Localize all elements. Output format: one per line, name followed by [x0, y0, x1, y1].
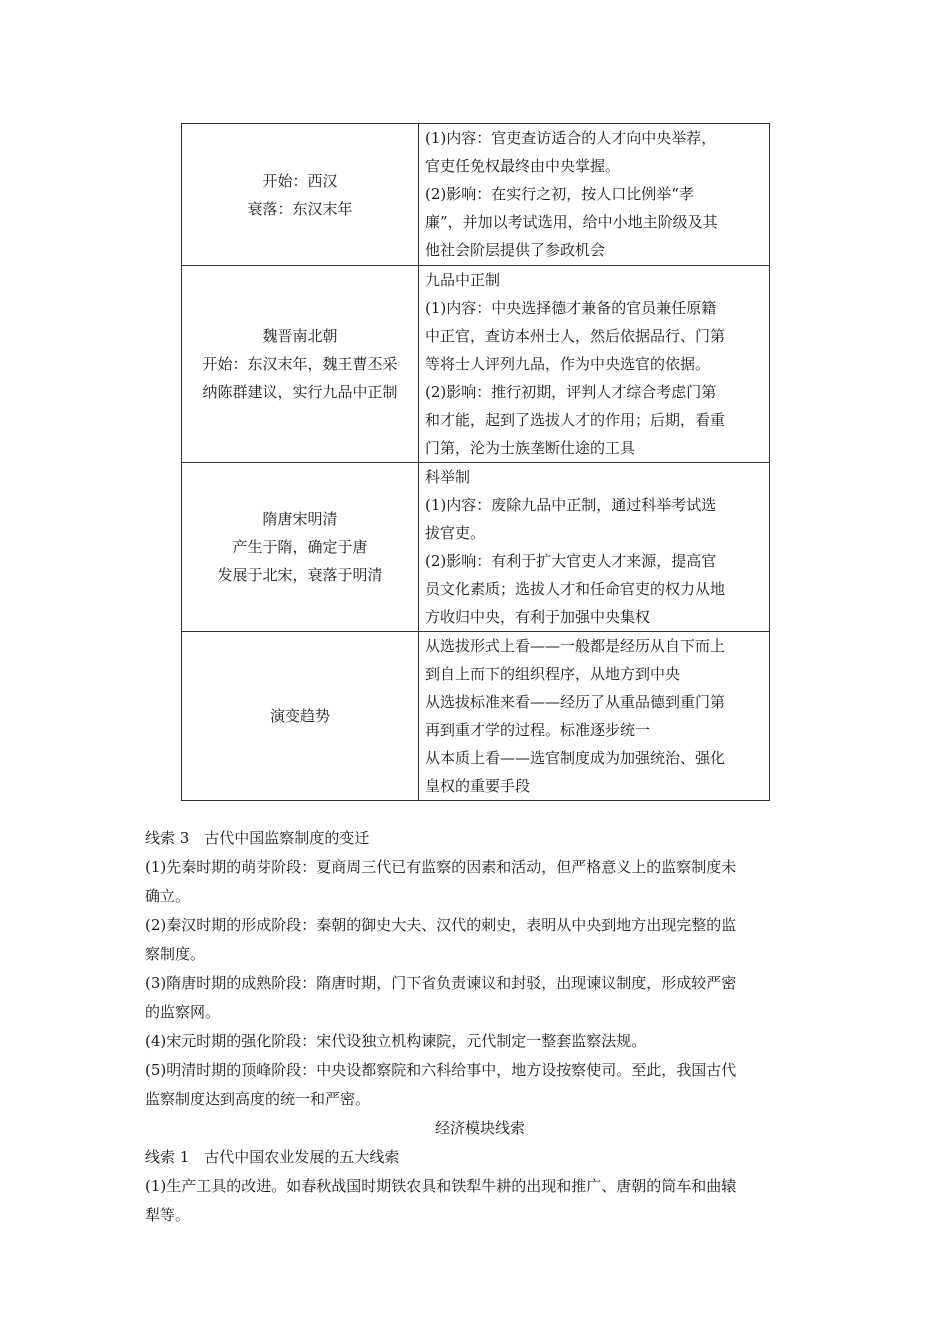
clue-3-item [145, 853, 815, 911]
cell-line: 九品中正制 [425, 271, 501, 289]
table-cell-period [182, 266, 419, 463]
table-row [182, 266, 770, 463]
cell-line: 拔官吏。 [425, 524, 486, 542]
text-line: (5)明清时期的顶峰阶段：中央设都察院和六科给事中，地方设按察使司。至此，我国古代 [145, 1061, 737, 1079]
cell-line: 门第，沦为士族垄断仕途的工具 [425, 439, 636, 457]
table-cell-period [182, 124, 419, 266]
cell-line: 开始：东汉末年，魏王曹丕采 [202, 355, 398, 373]
cell-line: 魏晋南北朝 [262, 327, 338, 345]
cell-line: 他社会阶层提供了参政机会 [425, 241, 606, 259]
cell-line: 从选拔形式上看——一般都是经历从自下而上 [425, 637, 726, 655]
cell-line: (1)内容：废除九品中正制，通过科举考试选 [425, 496, 717, 514]
cell-line: 官吏任免权最终由中央掌握。 [425, 157, 621, 175]
cell-line: 方收归中央，有利于加强中央集权 [425, 608, 651, 626]
cell-line: 皇权的重要手段 [425, 777, 531, 795]
text-line: (2)秦汉时期的形成阶段：秦朝的御史大夫、汉代的刺史，表明从中央到地方出现完整的监 [145, 916, 737, 934]
text-line: (1)先秦时期的萌芽阶段：夏商周三代已有监察的因素和活动，但严格意义上的监察制度未 [145, 858, 737, 876]
text-line: 监察制度达到高度的统一和严密。 [145, 1090, 371, 1108]
clue-3-item [145, 969, 815, 1027]
cell-line: 演变趋势 [269, 707, 330, 725]
cell-line: 隋唐宋明清 [262, 510, 338, 528]
selection-system-table [181, 123, 770, 801]
table-row [182, 463, 770, 632]
text-line: 察制度。 [145, 945, 206, 963]
cell-line: 从选拔标准来看——经历了从重品德到重门第 [425, 693, 726, 711]
table-row [182, 632, 770, 801]
clue-1-item [145, 1172, 815, 1230]
cell-line: (1)内容：中央选择德才兼备的官员兼任原籍 [425, 299, 717, 317]
cell-line: 等将士人评列九品，作为中央选官的依据。 [425, 355, 711, 373]
cell-line: 从本质上看——选官制度成为加强统治、强化 [425, 749, 726, 767]
clue-3-title: 线索 3 古代中国监察制度的变迁 [145, 829, 370, 847]
cell-line: (1)内容：官吏查访适合的人才向中央举荐， [425, 129, 717, 147]
text-line: (4)宋元时期的强化阶段：宋代设独立机构谏院，元代制定一整套监察法规。 [145, 1032, 647, 1050]
table-cell-period [182, 463, 419, 632]
text-line: 确立。 [145, 887, 191, 905]
cell-line: 廉”，并加以考试选用，给中小地主阶级及其 [425, 213, 718, 231]
table-cell-period [182, 632, 419, 801]
cell-line: 衰落：东汉末年 [247, 199, 353, 218]
clue-1-title: 线索 1 古代中国农业发展的五大线索 [145, 1148, 400, 1166]
document-body [145, 824, 815, 1230]
text-line: (3)隋唐时期的成熟阶段：隋唐时期，门下省负责谏议和封驳，出现谏议制度，形成较严密 [145, 974, 737, 992]
cell-line: 中正官，查访本州士人，然后依据品行、门第 [425, 327, 726, 345]
table-cell-content [419, 124, 770, 266]
text-line: 的监察网。 [145, 1003, 221, 1021]
cell-line: 员文化素质；选拔人才和任命官吏的权力从地 [425, 580, 726, 598]
cell-line: (2)影响：推行初期，评判人才综合考虑门第 [425, 383, 717, 401]
section-title: 经济模块线索 [434, 1119, 525, 1137]
cell-line: 和才能，起到了选拔人才的作用；后期，看重 [425, 411, 726, 429]
clue-3-item [145, 1027, 815, 1056]
cell-line: 开始：西汉 [262, 171, 338, 190]
table-row [182, 124, 770, 266]
table-cell-content [419, 632, 770, 801]
cell-line: 产生于隋，确定于唐 [232, 538, 368, 556]
cell-line: (2)影响：在实行之初，按人口比例举“孝 [425, 185, 694, 203]
text-line: 犁等。 [145, 1206, 191, 1224]
table-cell-content [419, 266, 770, 463]
cell-line: 纳陈群建议，实行九品中正制 [202, 383, 398, 401]
cell-line: 再到重才学的过程。标准逐步统一 [425, 721, 651, 739]
table-cell-content [419, 463, 770, 632]
cell-line: (2)影响：有利于扩大官吏人才来源，提高官 [425, 552, 717, 570]
cell-line: 到自上而下的组织程序，从地方到中央 [425, 665, 681, 683]
clue-3-item [145, 911, 815, 969]
cell-line: 发展于北宋，衰落于明清 [217, 566, 383, 584]
text-line: (1)生产工具的改进。如春秋战国时期铁农具和铁犁牛耕的出现和推广、唐朝的筒车和曲辕 [145, 1177, 737, 1195]
clue-3-item [145, 1056, 815, 1114]
cell-line: 科举制 [425, 468, 471, 486]
